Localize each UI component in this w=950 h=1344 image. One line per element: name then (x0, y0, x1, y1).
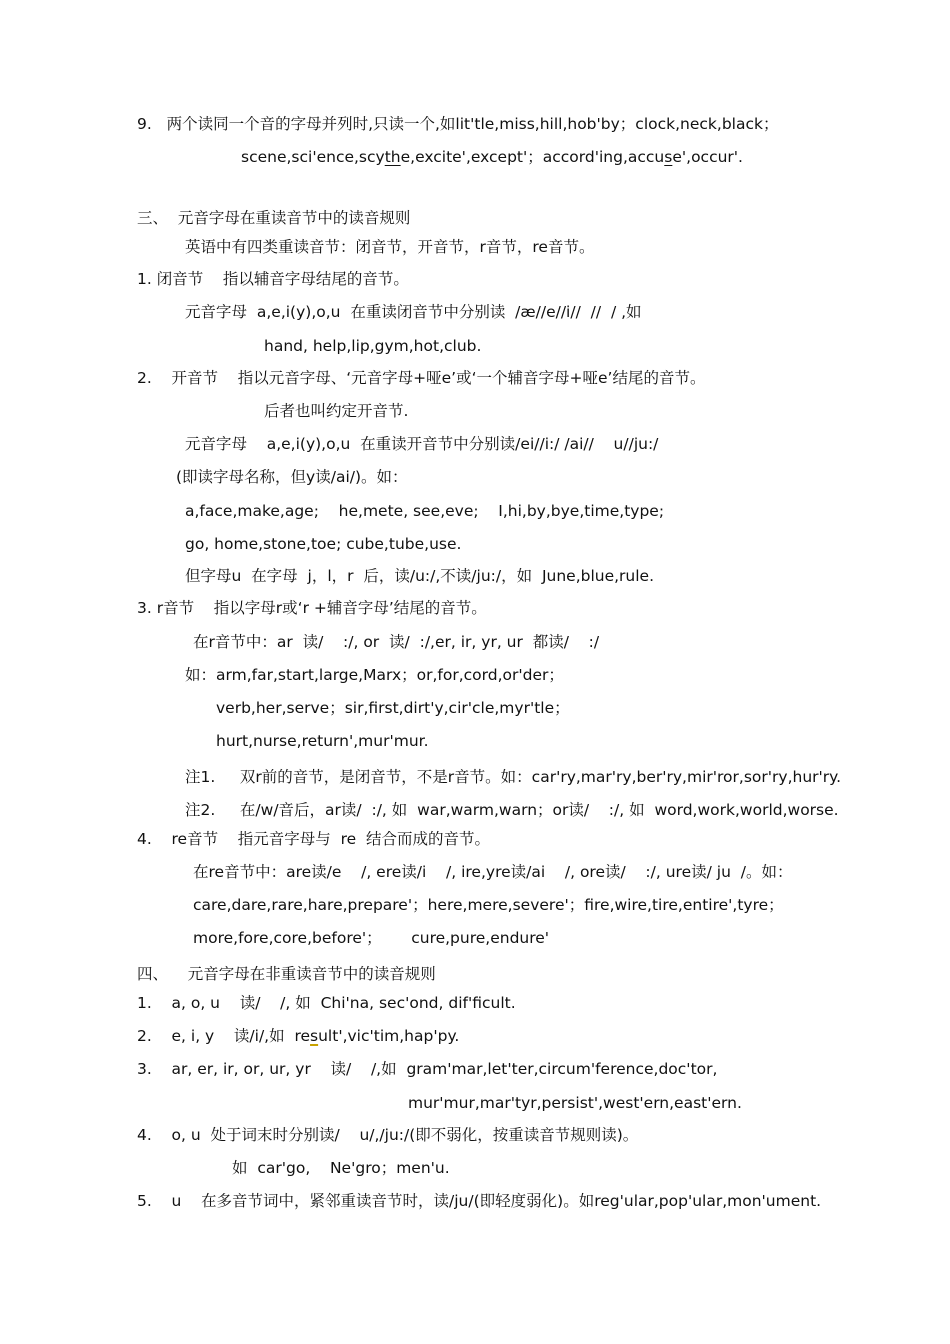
r-syllable-desc: 在r音节中：ar 读/ :/, or 读/ :/,er, ir, yr, ur 都读/ :/ (193, 633, 600, 651)
open-syllable-title: 2. 开音节 指以元音字母、‘元音字母+哑e’或‘一个辅音字母+哑e’结尾的音节。 (137, 369, 706, 387)
re-syllable-examples-2: more,fore,core,before'； cure,pure,endure' (193, 929, 550, 947)
unstressed-rule-1: 1. a, o, u 读/ /, 如 Chi'na, sec'ond, dif'ficult. (137, 994, 516, 1012)
unstressed-rule-4-examples: 如 car'go, Ne'gro；men'u. (232, 1159, 450, 1177)
text-span: 2. e, i, y 读/i/,如 re (137, 1027, 311, 1045)
open-syllable-desc: 元音字母 a,e,i(y),o,u 在重读开音节中分别读/ei//i:/ /ai// u//ju:/ (185, 435, 659, 453)
re-syllable-desc: 在re音节中：are读/e /, ere读/i /, ire,yre读/ai /, ore读/ :/, ure读/ ju /。如： (193, 863, 793, 881)
text-span: e,excite',except'；accord'ing,accu (400, 148, 665, 166)
text-span: ult',vic'tim,hap'py. (318, 1027, 460, 1045)
re-syllable-title: 4. re音节 指元音字母与 re 结合而成的音节。 (137, 830, 491, 848)
section-4-heading: 四、 元音字母在非重读音节中的读音规则 (137, 965, 436, 983)
unstressed-rule-4: 4. o, u 处于词末时分别读/ u/,/ju:/(即不弱化，按重读音节规则读)。 (137, 1126, 639, 1144)
text-span: e',occur'. (672, 148, 743, 166)
underlined-letter: s (664, 148, 673, 166)
open-syllable-examples-2: go, home,stone,toe; cube,tube,use. (185, 535, 462, 553)
r-syllable-title: 3. r音节 指以字母r或‘r +辅音字母’结尾的音节。 (137, 599, 487, 617)
open-syllable-desc-2: (即读字母名称，但y读/ai/)。如： (176, 468, 408, 486)
unstressed-rule-3: 3. ar, er, ir, or, ur, yr 读/ /,如 gram'mar,let'ter,circum'ference,doc'tor, (137, 1060, 718, 1078)
open-syllable-examples-1: a,face,make,age; he,mete, see,eve; I,hi,by,bye,time,type; (185, 502, 665, 520)
closed-syllable-examples: hand, help,lip,gym,hot,club. (264, 337, 482, 355)
closed-syllable-desc: 元音字母 a,e,i(y),o,u 在重读闭音节中分别读 /æ//e//i// // / ,如 (185, 303, 642, 321)
unstressed-rule-2 (137, 1026, 459, 1046)
r-syllable-note-1: 注1. 双r前的音节，是闭音节，不是r音节。如：car'ry,mar'ry,ber'ry,mir'ror,sor'ry,hur'ry. (185, 768, 842, 786)
open-syllable-note: 后者也叫约定开音节. (264, 402, 409, 420)
r-syllable-note-2: 注2. 在/w/音后，ar读/ :/, 如 war,warm,warn；or读/ :/, 如 word,work,world,worse. (185, 801, 839, 819)
re-syllable-examples-1: care,dare,rare,hare,prepare'；here,mere,severe'；fire,wire,tire,entire',tyre； (193, 896, 784, 914)
unstressed-rule-5: 5. u 在多音节词中，紧邻重读音节时，读/ju/(即轻度弱化)。如reg'ular,pop'ular,mon'ument. (137, 1192, 822, 1210)
underlined-letters: th (384, 148, 401, 166)
underlined-letter: s (310, 1027, 319, 1045)
section-3-intro: 英语中有四类重读音节：闭音节，开音节，r音节，re音节。 (185, 238, 595, 256)
rule-9-line-1: 9. 两个读同一个音的字母并列时,只读一个,如lit'tle,miss,hill,hob'by；clock,neck,black； (137, 115, 779, 133)
text-span: scene,sci'ence,scy (241, 148, 385, 166)
section-3-heading: 三、 元音字母在重读音节中的读音规则 (137, 209, 411, 227)
unstressed-rule-3-cont: mur'mur,mar'tyr,persist',west'ern,east'ern. (408, 1094, 742, 1112)
open-syllable-examples-3: 但字母u 在字母 j，l，r 后，读/u:/,不读/ju:/，如 June,blue,rule. (185, 567, 655, 585)
r-syllable-examples-2: verb,her,serve；sir,first,dirt'y,cir'cle,myr'tle； (216, 699, 570, 717)
closed-syllable-title: 1. 闭音节 指以辅音字母结尾的音节。 (137, 270, 409, 288)
r-syllable-examples-1: 如：arm,far,start,large,Marx；or,for,cord,or'der； (185, 666, 564, 684)
rule-9-line-2 (241, 147, 743, 167)
r-syllable-examples-3: hurt,nurse,return',mur'mur. (216, 732, 429, 750)
